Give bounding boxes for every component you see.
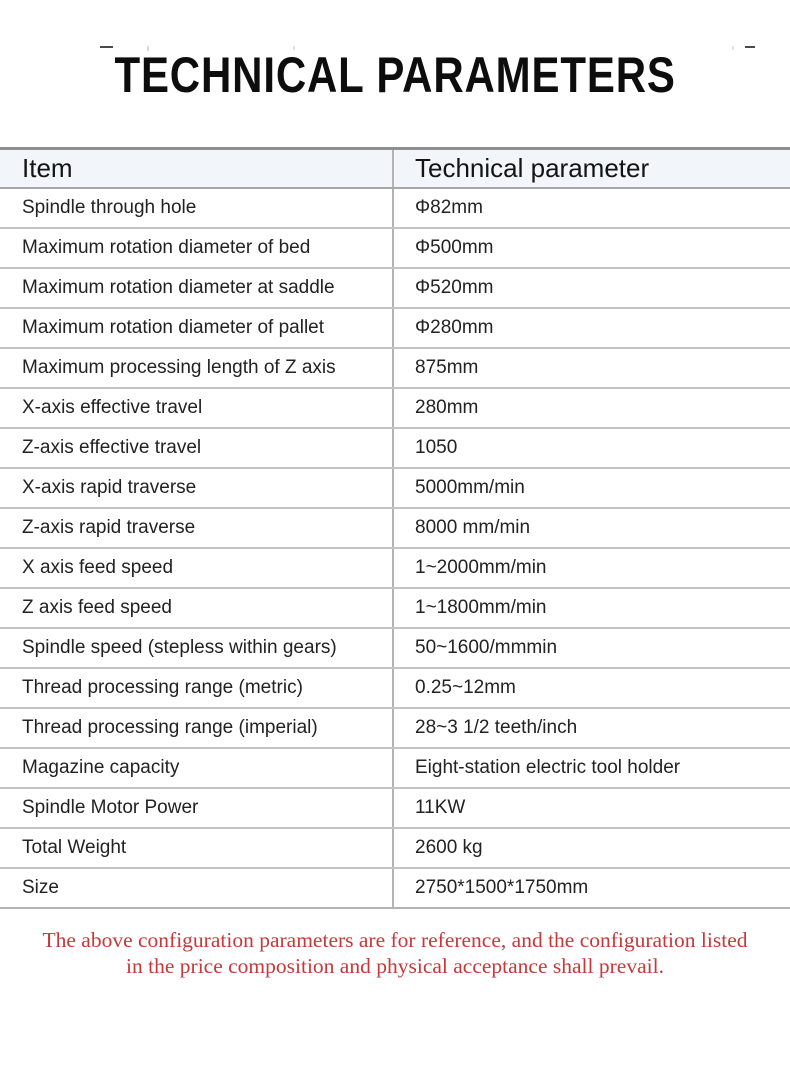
column-header-technical-parameter: Technical parameter <box>415 153 650 183</box>
table-row <box>0 789 790 829</box>
row-item-label: Spindle speed (stepless within gears) <box>0 629 394 667</box>
row-parameter-value: 8000 mm/min <box>415 517 531 538</box>
table-row <box>0 869 790 909</box>
table-row <box>0 349 790 389</box>
crop-mark <box>732 46 734 50</box>
row-parameter-value: 28~3 1/2 teeth/inch <box>415 717 578 738</box>
row-item-label: Magazine capacity <box>0 749 394 787</box>
row-parameter-value: Φ82mm <box>415 197 483 218</box>
table-row <box>0 309 790 349</box>
row-parameter-value: Φ520mm <box>415 277 494 298</box>
column-header-item: Item <box>0 150 394 187</box>
row-item-label: Z-axis effective travel <box>0 429 394 467</box>
row-item-label: X-axis rapid traverse <box>0 469 394 507</box>
row-parameter-value: 280mm <box>415 397 479 418</box>
row-parameter-value: 2600 kg <box>415 837 483 858</box>
table-row <box>0 269 790 309</box>
row-parameter-value: 0.25~12mm <box>415 677 516 698</box>
row-parameter-value: 50~1600/mmmin <box>415 637 558 658</box>
row-parameter-value: Φ280mm <box>415 317 494 338</box>
row-item-label: Spindle Motor Power <box>0 789 394 827</box>
crop-mark <box>100 46 113 48</box>
row-parameter-value: 875mm <box>415 357 479 378</box>
row-item-label: Maximum rotation diameter of pallet <box>0 309 394 347</box>
row-parameter-value: Φ500mm <box>415 237 494 258</box>
row-item-label: Z axis feed speed <box>0 589 394 627</box>
row-parameter-value: 1~2000mm/min <box>415 557 547 578</box>
disclaimer-line-2: in the price composition and physical acceptance shall prevail. <box>126 954 664 978</box>
table-row <box>0 509 790 549</box>
table-row <box>0 709 790 749</box>
row-item-label: Thread processing range (imperial) <box>0 709 394 747</box>
row-parameter-value: 1050 <box>415 437 458 458</box>
technical-parameters-table <box>0 147 790 909</box>
title-section <box>0 46 790 102</box>
table-row <box>0 669 790 709</box>
row-parameter-value: 5000mm/min <box>415 477 525 498</box>
table-row <box>0 389 790 429</box>
row-item-label: Size <box>0 869 394 907</box>
page-title: TECHNICAL PARAMETERS <box>114 47 676 103</box>
row-parameter-value: 11KW <box>415 797 466 818</box>
row-item-label: Thread processing range (metric) <box>0 669 394 707</box>
table-body <box>0 189 790 909</box>
crop-mark <box>745 46 755 48</box>
row-item-label: Maximum processing length of Z axis <box>0 349 394 387</box>
disclaimer-text <box>0 927 790 979</box>
table-row <box>0 629 790 669</box>
table-header-row <box>0 147 790 189</box>
table-row <box>0 189 790 229</box>
row-item-label: X axis feed speed <box>0 549 394 587</box>
table-row <box>0 469 790 509</box>
disclaimer-line-1: The above configuration parameters are for reference, and the configuration listed <box>42 928 748 952</box>
row-item-label: Maximum rotation diameter of bed <box>0 229 394 267</box>
table-row <box>0 549 790 589</box>
row-item-label: Spindle through hole <box>0 189 394 227</box>
table-row <box>0 429 790 469</box>
table-row <box>0 749 790 789</box>
row-item-label: Maximum rotation diameter at saddle <box>0 269 394 307</box>
row-item-label: Total Weight <box>0 829 394 867</box>
row-parameter-value: 2750*1500*1750mm <box>415 877 589 898</box>
row-item-label: X-axis effective travel <box>0 389 394 427</box>
table-row <box>0 829 790 869</box>
row-parameter-value: Eight-station electric tool holder <box>415 757 681 778</box>
table-row <box>0 589 790 629</box>
table-row <box>0 229 790 269</box>
row-item-label: Z-axis rapid traverse <box>0 509 394 547</box>
row-parameter-value: 1~1800mm/min <box>415 597 547 618</box>
